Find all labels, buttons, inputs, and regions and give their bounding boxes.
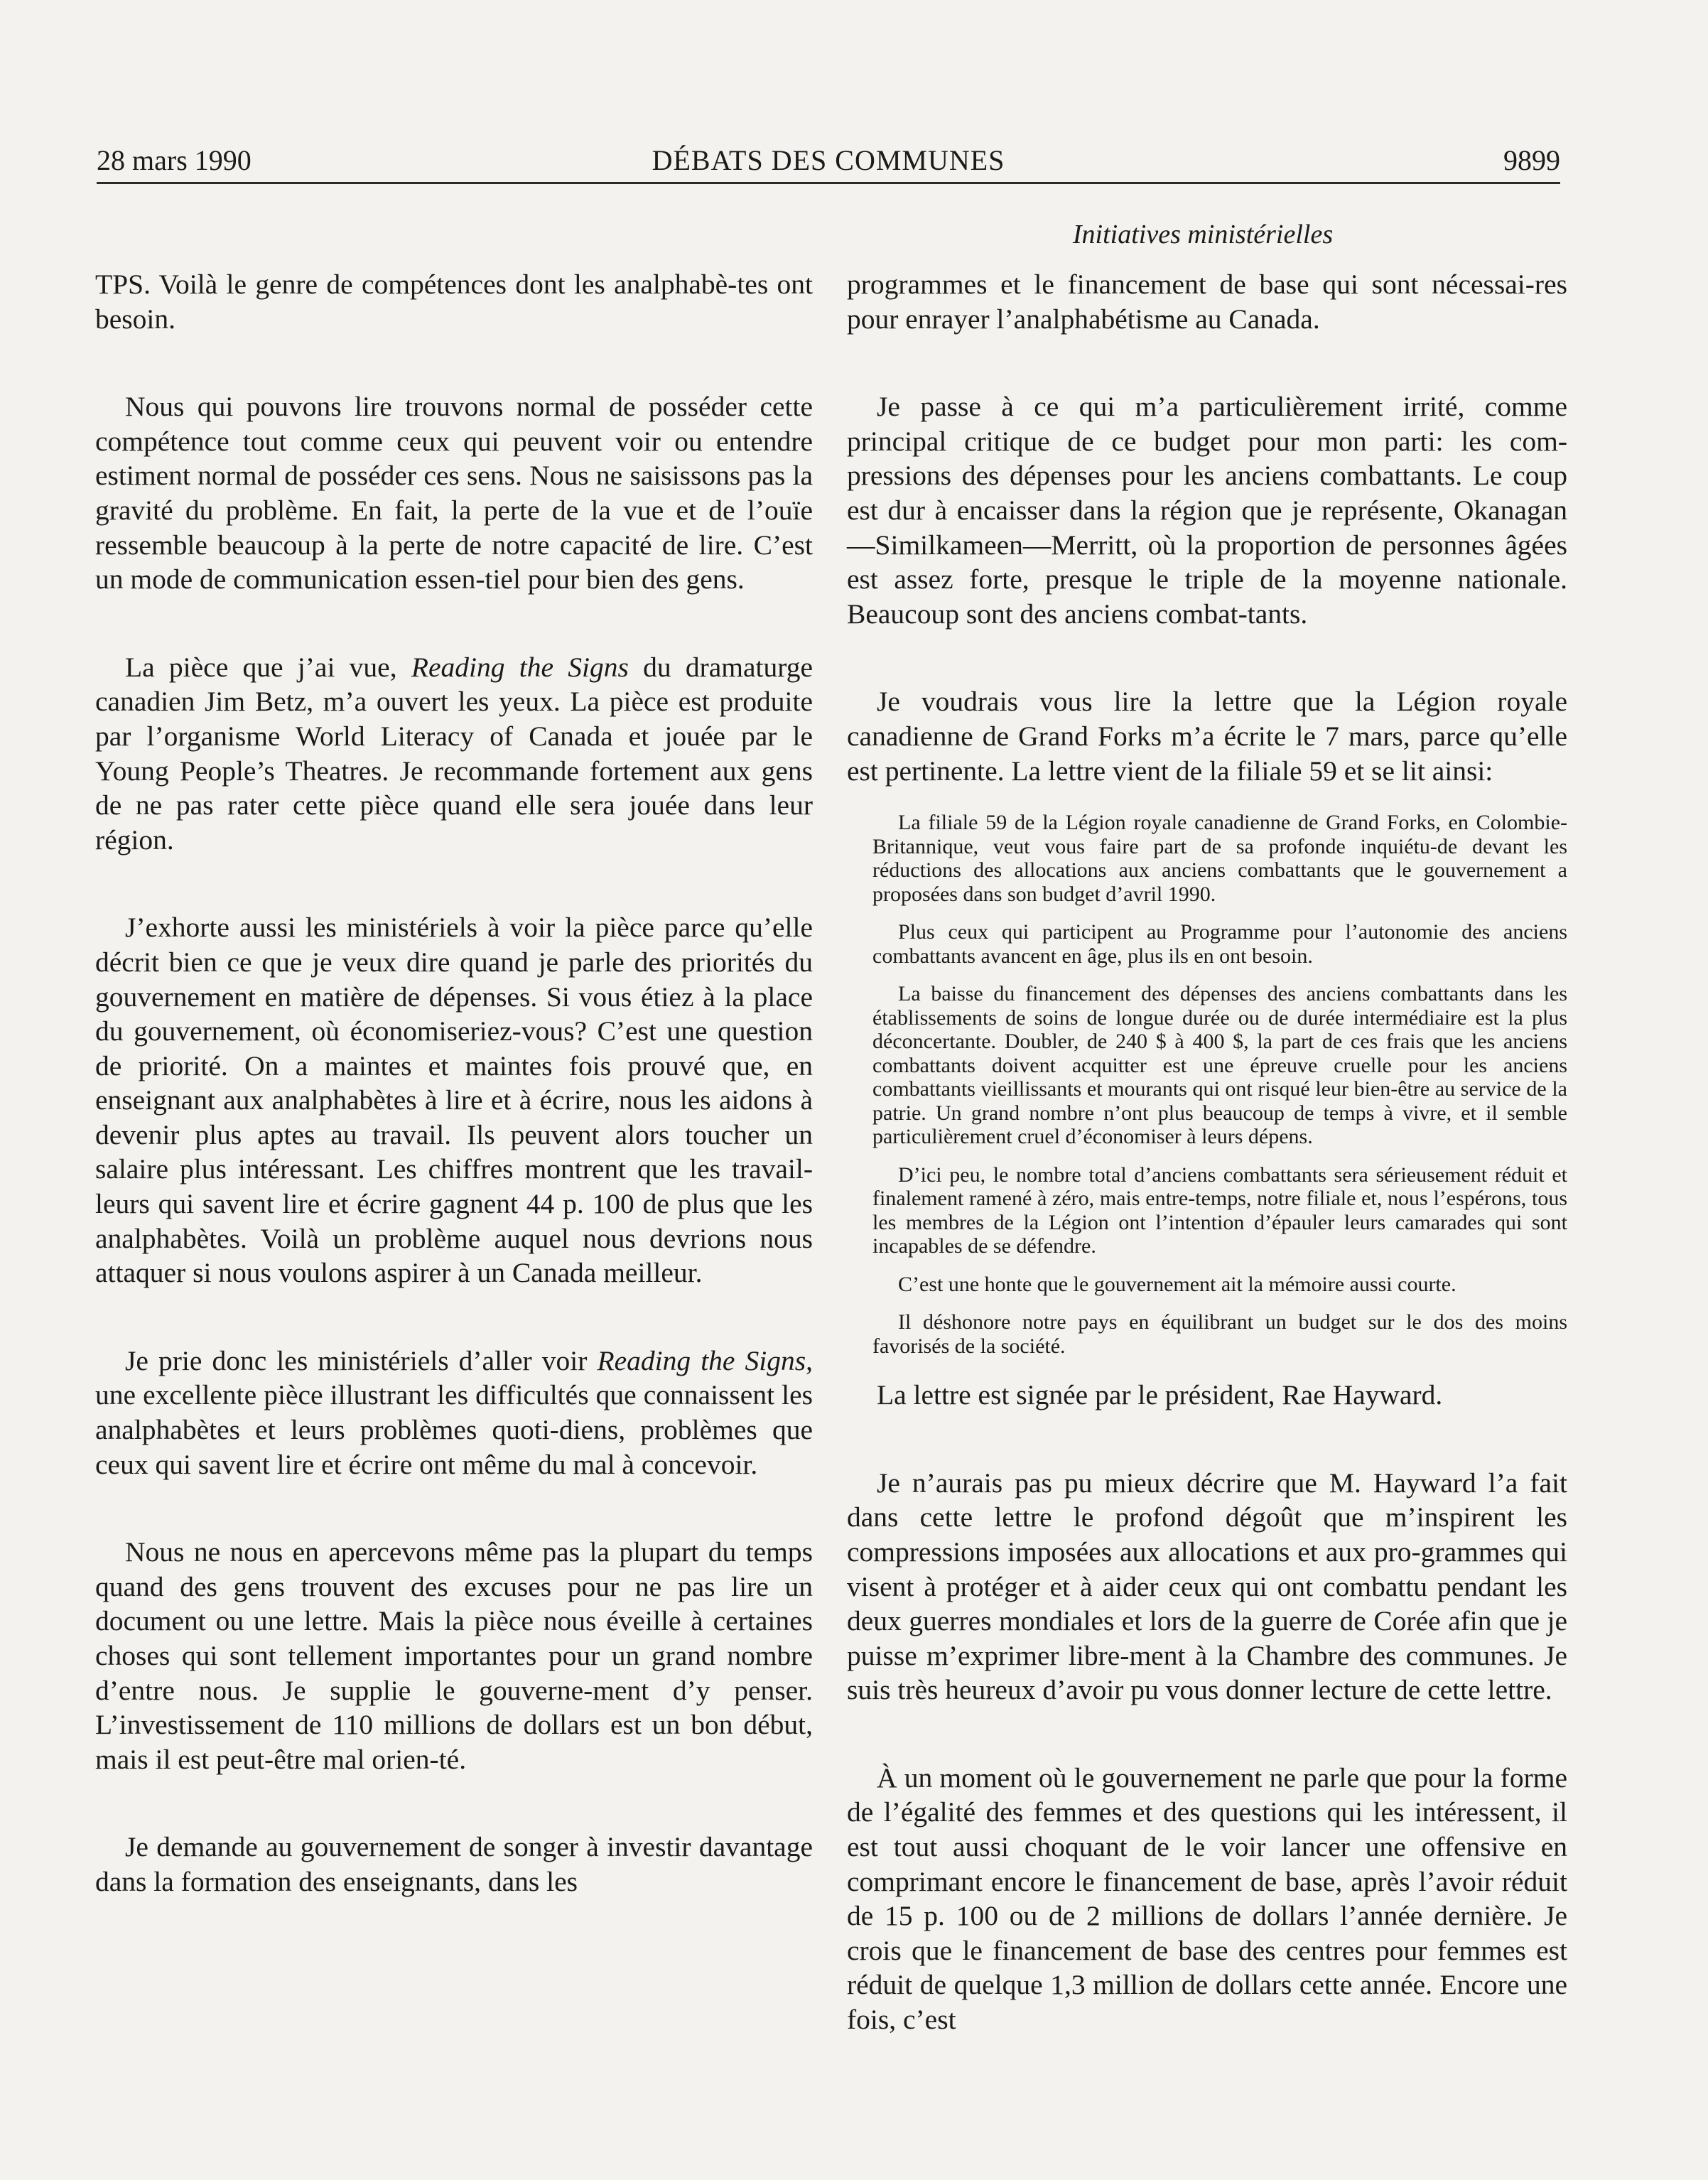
header-title: DÉBATS DES COMMUNES [652, 144, 1005, 176]
paragraph [95, 650, 813, 858]
play-title: Reading the Signs [597, 1344, 806, 1376]
paragraph: À un moment où le gouvernement ne parle que pour la forme de l’égalité des femmes et des questions qui les intéressent, il est tout aussi choquant de le voir lancer une offensive en comprimant encore le financement de base, après l’avoir réduit de 15 p. 100 ou de 2 millions de dollars l’année dernière. Je crois que le financement de base des centres pour femmes est réduit de quelque 1,3 million de dollars cette année. Encore une fois, c’est [847, 1761, 1567, 2036]
section-label: Initiatives ministérielles [1072, 220, 1334, 249]
paragraph: La lettre est signée par le président, Rae Hayward. [877, 1379, 1443, 1411]
paragraph: Nous ne nous en apercevons même pas la plupart du temps quand des gens trouvent des excuses pour ne pas lire un document ou une lettre. Mais la pièce nous éveille à certaines choses qui sont tellement importantes pour un grand nombre d’entre nous. Je supplie le gouverne-ment d’y penser. L’investissement de 110 millions de dollars est un bon début, mais il est peut-être mal orien-té. [95, 1536, 813, 1775]
quote-paragraph: Il déshonore notre pays en équilibrant un budget sur le dos des moins favorisés de la société. [872, 1310, 1567, 1358]
paragraph-text: , une excellente pièce illustrant les difficultés que connaissent les analphabètes et leurs problèmes quoti-diens, problèmes que ceux qui savent lire et écrire ont même du mal à concevoir. [95, 1344, 813, 1480]
paragraph: TPS. Voilà le genre de compétences dont les analphabè-tes ont besoin. [95, 269, 813, 335]
header-page-number: 9899 [1503, 144, 1560, 176]
quote-paragraph: Plus ceux qui participent au Programme pour l’autonomie des anciens combattants avancent en âge, plus ils en ont besoin. [872, 920, 1567, 968]
play-title: Reading the Signs [411, 651, 629, 683]
paragraph-text: Je prie donc les ministériels d’aller voir [125, 1344, 598, 1376]
header-rule [97, 182, 1560, 184]
letter-quote [872, 811, 1567, 1358]
header-date: 28 mars 1990 [97, 144, 252, 176]
paragraph: programmes et le financement de base qui sont nécessai-res pour enrayer l’analphabétisme au Canada. [847, 269, 1567, 335]
paragraph: Nous qui pouvons lire trouvons normal de posséder cette compétence tout comme ceux qui peuvent voir ou entendre estiment normal de posséder ces sens. Nous ne saisissons pas la gravité du problème. En fait, la perte de la vue et de l’ouïe ressemble beaucoup à la perte de notre capacité de lire. C’est un mode de communication essen-tiel pour bien des gens. [95, 391, 813, 595]
paragraph: J’exhorte aussi les ministériels à voir la pièce parce qu’elle décrit bien ce que je veux dire quand je parle des priorités du gouvernement en matière de dépenses. Si vous étiez à la place du gouvernement, où économiseriez-vous? C’est une question de priorité. On a maintes et maintes fois prouvé que, en enseignant aux analphabètes à lire et à écrire, nous les aidons à devenir plus aptes au travail. Ils peuvent alors toucher un salaire plus intéressant. Les chiffres montrent que les travail-leurs qui savent lire et écrire gagnent 44 p. 100 de plus que les analphabètes. Voilà un problème auquel nous devrions nous attaquer si nous voulons aspirer à un Canada meilleur. [95, 912, 813, 1289]
paragraph: Je demande au gouvernement de songer à investir davantage dans la formation des enseignants, dans les [95, 1831, 813, 1897]
quote-paragraph: La baisse du financement des dépenses des anciens combattants dans les établissements de soins de longue durée ou de durée intermédiaire est la plus déconcertante. Doubler, de 240 $ à 400 $, la part de ces frais que les anciens combattants doivent acquitter est une épreuve cruelle pour les anciens combattants vieillissants et mourants qui ont risqué leur bien-être au service de la patrie. Un grand nombre n’ont plus beaucoup de temps à vivre, et il semble particulièrement cruel d’économiser à leurs dépens. [872, 982, 1567, 1149]
paragraph-text: La pièce que j’ai vue, [125, 651, 411, 683]
page-header [97, 139, 1560, 182]
left-column [95, 267, 813, 1899]
paragraph: Je voudrais vous lire la lettre que la Légion royale canadienne de Grand Forks m’a écrite le 7 mars, parce qu’elle est pertinente. La lettre vient de la filiale 59 et se lit ainsi: [847, 686, 1567, 787]
paragraph-text: du dramaturge canadien Jim Betz, m’a ouvert les yeux. La pièce est produite par l’organisme World Literacy of Canada et jouée par le Young People’s Theatres. Je recommande fortement aux gens de ne pas rater cette pièce quand elle sera jouée dans leur région. [95, 651, 813, 856]
paragraph: Je n’aurais pas pu mieux décrire que M. Hayward l’a fait dans cette lettre le profond dégoût que m’inspirent les compressions imposées aux allocations et aux pro-grammes qui visent à protéger et à aider ceux qui ont combattu pendant les deux guerres mondiales et lors de la guerre de Corée afin que je puisse m’exprimer libre-ment à la Chambre des communes. Je suis très heureux d’avoir pu vous donner lecture de cette lettre. [847, 1467, 1567, 1706]
quote-paragraph: C’est une honte que le gouvernement ait la mémoire aussi courte. [898, 1272, 1456, 1296]
quote-paragraph: La filiale 59 de la Légion royale canadienne de Grand Forks, en Colombie-Britannique, veut vous faire part de sa profonde inquiétu-de devant les réductions des allocations aux anciens combattants que le gouvernement a proposées dans son budget d’avril 1990. [872, 811, 1567, 906]
paragraph: Je passe à ce qui m’a particulièrement irrité, comme principal critique de ce budget pour mon parti: les com-pressions des dépenses pour les anciens combattants. Le coup est dur à encaisser dans la région que je représente, Okanagan—Similkameen—Merritt, où la proportion de personnes âgées est assez forte, presque le triple de la moyenne nationale. Beaucoup sont des anciens combat-tants. [847, 391, 1567, 630]
paragraph [95, 1344, 813, 1482]
quote-paragraph: D’ici peu, le nombre total d’anciens combattants sera sérieusement réduit et finalement ramené à zéro, mais entre-temps, notre filiale et, nous l’espérons, tous les membres de la Légion ont l’intention d’épauler leurs camarades qui sont incapables de se défendre. [872, 1162, 1567, 1258]
right-column [847, 267, 1567, 2037]
